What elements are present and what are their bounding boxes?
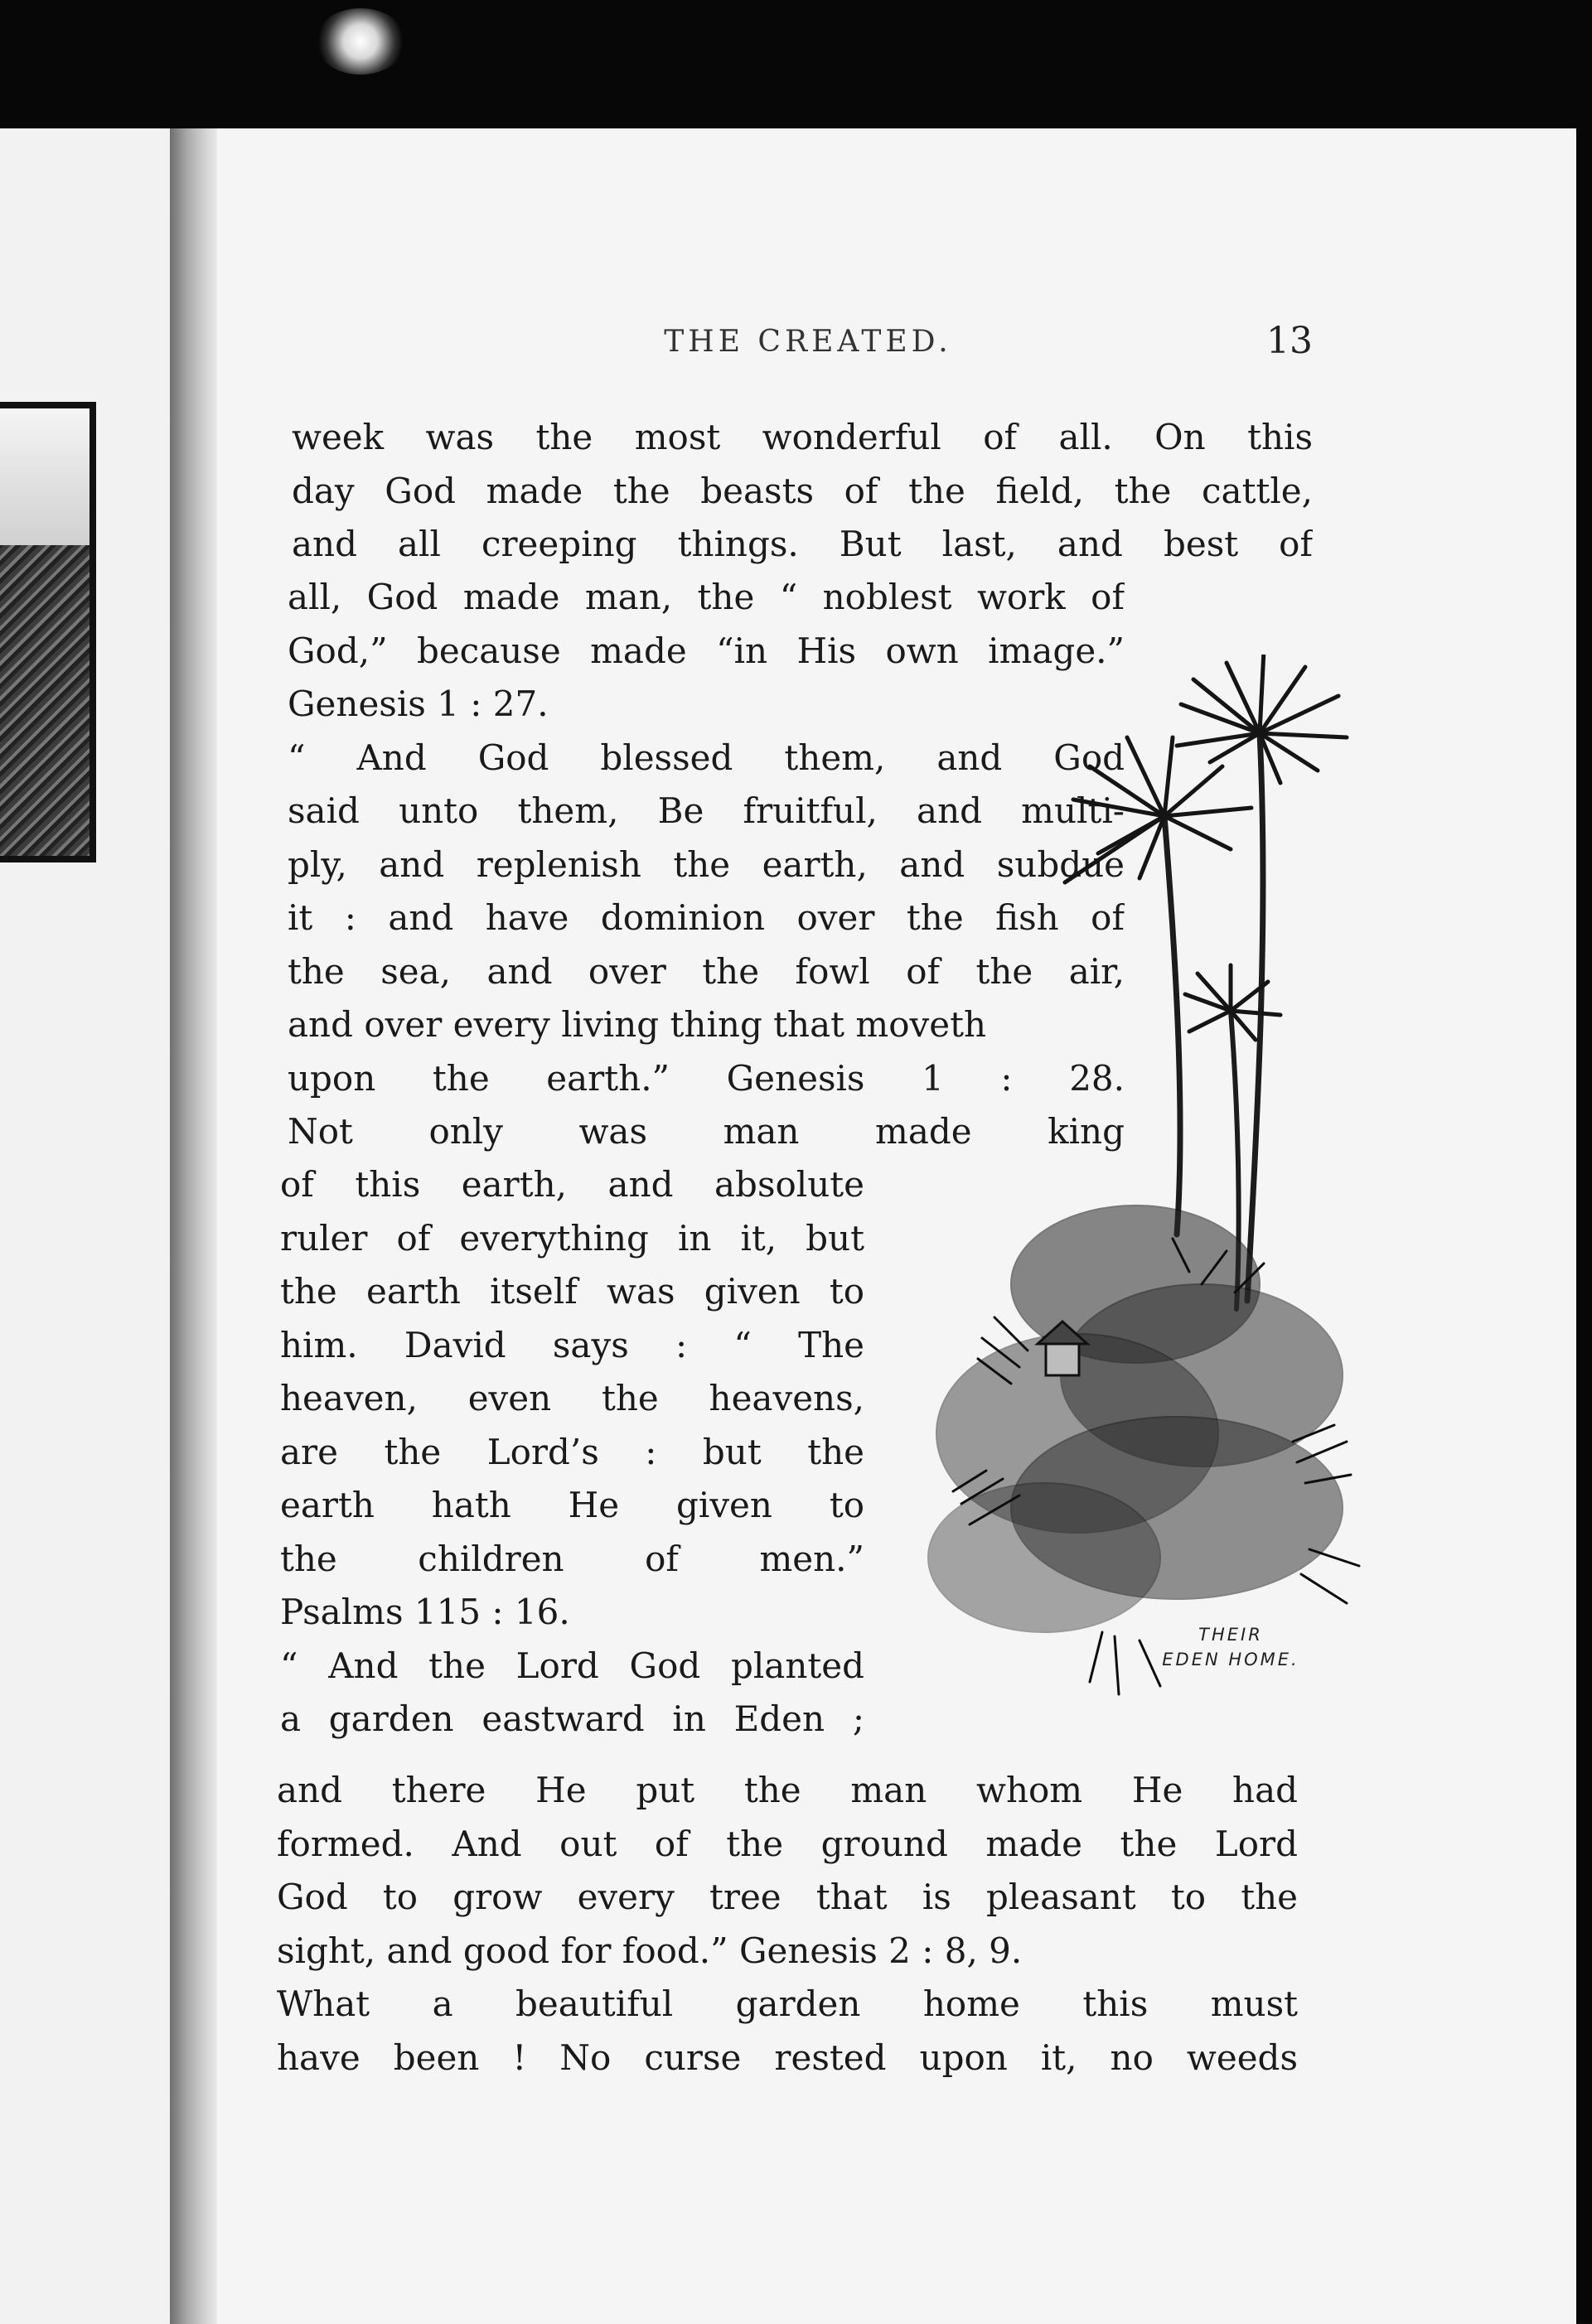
- text-line: and all creeping things. But last, and best of: [292, 524, 1313, 564]
- text-line: Genesis 1 : 27.: [288, 684, 549, 724]
- eden-garden-illustration: [829, 655, 1425, 1748]
- text-line: ply, and replenish the earth, and subdue: [288, 843, 1125, 885]
- text-line: week was the most wonderful of all. On this: [292, 417, 1313, 457]
- text-line: “ And the Lord God planted: [280, 1645, 864, 1686]
- text-line: of this earth, and absolute: [280, 1164, 864, 1205]
- text-line: said unto them, Be fruitful, and multi-: [288, 790, 1125, 831]
- paragraph-narrow: [280, 1158, 864, 1747]
- running-head: THE CREATED.: [664, 325, 952, 359]
- caption-line-2: EDEN HOME.: [1162, 1650, 1299, 1669]
- text-line: ruler of everything in it, but: [280, 1217, 864, 1259]
- text-line: Psalms 115 : 16.: [280, 1592, 570, 1632]
- facing-page-illustration: [0, 402, 96, 862]
- text-line: heaven, even the heavens,: [280, 1378, 864, 1418]
- illustration-caption: [1135, 1622, 1326, 1672]
- text-line: God to grow every tree that is pleasant to the: [277, 1877, 1298, 1917]
- book-gutter: [170, 128, 218, 2324]
- text-line: God,” because made “in His own image.”: [288, 630, 1125, 671]
- text-line: “ And God blessed them, and God: [288, 737, 1125, 778]
- page-number: 13: [1266, 320, 1313, 362]
- facing-page: [0, 128, 172, 2324]
- text-line: and over every living thing that moveth: [288, 1004, 986, 1045]
- text-line: a garden eastward in Eden ;: [280, 1698, 864, 1739]
- text-line: upon the earth.” Genesis 1 : 28.: [288, 1057, 1125, 1099]
- text-line: it : and have dominion over the fish of: [288, 897, 1125, 938]
- text-line: have been ! No curse rested upon it, no weeds: [277, 2037, 1298, 2078]
- text-line: day God made the beasts of the field, the cattle,: [292, 470, 1313, 511]
- text-line: are the Lord’s : but the: [280, 1431, 864, 1472]
- paragraph-top: [292, 411, 1313, 572]
- text-line: the earth itself was given to: [280, 1271, 864, 1312]
- text-line: and there He put the man whom He had: [277, 1770, 1298, 1810]
- text-line: What a beautiful garden home this must: [277, 1983, 1298, 2024]
- text-line: the sea, and over the fowl of the air,: [288, 950, 1125, 992]
- text-line: the children of men.”: [280, 1538, 864, 1579]
- caption-line-1: THEIR: [1198, 1625, 1263, 1645]
- text-line: Not only was man made king: [288, 1111, 1125, 1152]
- paragraph-bottom: [277, 1764, 1298, 2085]
- text-line: all, God made man, the “ noblest work of: [288, 577, 1125, 617]
- scan-light-flare: [315, 8, 406, 75]
- text-line: him. David says : “ The: [280, 1324, 864, 1365]
- text-line: formed. And out of the ground made the Lord: [277, 1823, 1298, 1864]
- text-line: sight, and good for food.” Genesis 2 : 8, 9.: [277, 1930, 1023, 1971]
- text-line: earth hath He given to: [280, 1485, 864, 1525]
